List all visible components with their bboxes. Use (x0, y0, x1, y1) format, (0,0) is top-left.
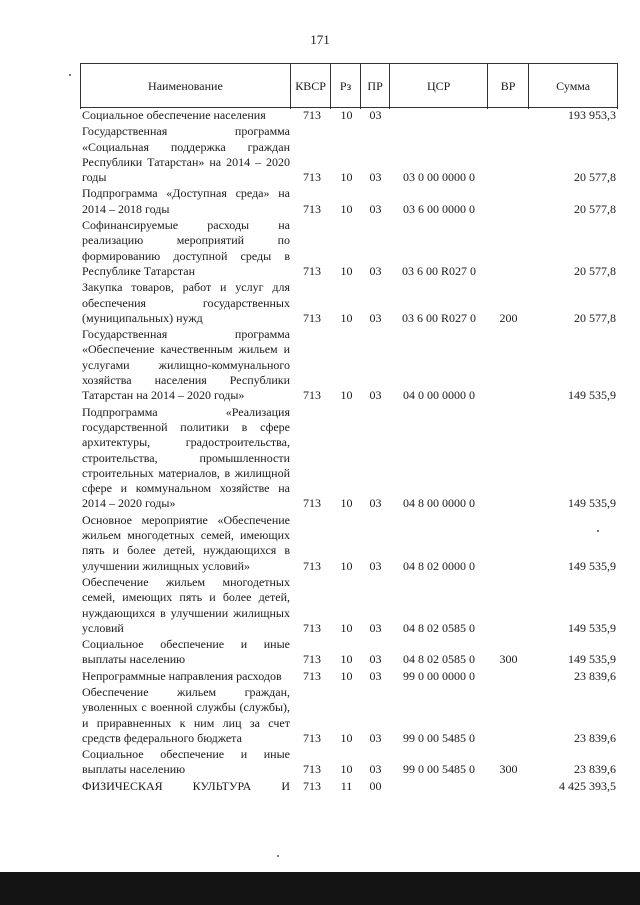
row-kvsr: 713 (303, 730, 321, 745)
table-row (80, 685, 618, 746)
row-csr: 04 8 02 0000 0 (403, 558, 475, 573)
row-pr: 03 (369, 496, 382, 511)
table-row (80, 327, 618, 403)
row-csr: 04 8 02 0585 0 (403, 652, 475, 667)
table-row (80, 280, 618, 326)
row-csr: 04 0 00 0000 0 (403, 388, 475, 403)
row-sum: 23 839,6 (574, 730, 616, 745)
row-vr (488, 405, 529, 512)
row-pr: 03 (369, 388, 382, 403)
row-sum: 149 535,9 (568, 388, 616, 403)
row-rz: 10 (340, 310, 353, 325)
row-vr: 200 (499, 310, 518, 325)
table-row (80, 186, 618, 217)
row-sum: 4 425 393,5 (559, 778, 616, 793)
row-vr (488, 218, 529, 279)
table-row (80, 669, 618, 684)
table-row (80, 513, 618, 574)
header-vr: ВР (487, 64, 528, 109)
row-vr (488, 186, 529, 217)
table-row (80, 218, 618, 279)
row-vr (488, 513, 529, 574)
row-rz: 10 (340, 263, 353, 278)
row-pr: 03 (369, 730, 382, 745)
row-sum: 149 535,9 (568, 496, 616, 511)
row-rz: 10 (340, 558, 353, 573)
row-csr: 99 0 00 0000 0 (403, 668, 475, 683)
row-sum: 149 535,9 (568, 558, 616, 573)
row-kvsr: 713 (303, 201, 321, 216)
row-name: Государственная программа «Социальная поддержка граждан Республики Татарстан» на 2014 – 2020 годы (82, 124, 290, 185)
row-sum: 20 577,8 (574, 201, 616, 216)
row-rz: 10 (340, 652, 353, 667)
row-kvsr: 713 (303, 170, 321, 185)
row-vr: 300 (499, 652, 518, 667)
row-name: ФИЗИЧЕСКАЯ КУЛЬТУРА И (82, 778, 290, 793)
row-vr: 300 (499, 762, 518, 777)
row-name: Социальное обеспечение населения (82, 108, 266, 122)
row-kvsr: 713 (303, 778, 321, 793)
row-rz: 10 (340, 730, 353, 745)
row-kvsr: 713 (303, 263, 321, 278)
row-vr (488, 669, 529, 684)
row-csr: 03 6 00 0000 0 (403, 201, 475, 216)
row-csr (390, 108, 488, 123)
row-sum: 20 577,8 (574, 310, 616, 325)
row-kvsr: 713 (303, 108, 321, 122)
row-sum: 149 535,9 (568, 620, 616, 635)
row-kvsr: 713 (303, 668, 321, 683)
header-kvsr: КВСР (290, 64, 330, 109)
header-rz: Рз (330, 64, 360, 109)
row-pr: 03 (369, 558, 382, 573)
row-vr (488, 327, 529, 403)
row-kvsr: 713 (303, 310, 321, 325)
row-pr: 03 (369, 170, 382, 185)
row-sum: 20 577,8 (574, 170, 616, 185)
row-csr (390, 779, 488, 794)
row-rz: 10 (340, 762, 353, 777)
row-pr: 03 (369, 201, 382, 216)
row-rz: 10 (340, 496, 353, 511)
row-csr: 04 8 02 0585 0 (403, 620, 475, 635)
row-vr (488, 685, 529, 746)
table-row (80, 575, 618, 636)
row-vr (488, 575, 529, 636)
row-name: Государственная программа «Обеспечение качественным жильем и услугами жилищно-коммунального хозяйства населения Республики Татарстан на 2014 – 2020 годы» (82, 327, 290, 403)
row-pr: 03 (369, 652, 382, 667)
table-row (80, 747, 618, 778)
row-pr: 03 (369, 263, 382, 278)
row-name: Закупка товаров, работ и услуг для обеспечения государственных (муниципальных) нужд (82, 280, 290, 325)
row-name: Подпрограмма «Доступная среда» на 2014 – 2018 годы (82, 186, 290, 216)
row-kvsr: 713 (303, 762, 321, 777)
row-csr: 04 8 00 0000 0 (403, 496, 475, 511)
row-kvsr: 713 (303, 388, 321, 403)
scan-border-strip (0, 872, 640, 905)
row-csr: 03 0 00 0000 0 (403, 170, 475, 185)
row-vr (488, 779, 529, 794)
scan-speck (277, 855, 279, 857)
row-pr: 00 (369, 778, 382, 793)
row-kvsr: 713 (303, 558, 321, 573)
row-csr: 03 6 00 R027 0 (401, 310, 476, 325)
scan-speck (69, 74, 71, 76)
row-rz: 10 (340, 388, 353, 403)
row-name: Социальное обеспечение и иные выплаты населению (82, 637, 290, 667)
row-csr: 03 6 00 R027 0 (401, 263, 476, 278)
row-vr (488, 108, 529, 123)
header-name: Наименование (80, 64, 290, 109)
row-rz: 10 (340, 668, 353, 683)
row-kvsr: 713 (303, 620, 321, 635)
page-number: 171 (310, 32, 330, 47)
row-name: Основное мероприятие «Обеспечение жильем многодетных семей, имеющих пять и более детей, нуждающихся в улучшении жилищных условий» (82, 512, 290, 573)
row-csr: 99 0 00 5485 0 (403, 762, 475, 777)
row-name: Обеспечение жильем многодетных семей, имеющих пять и более детей, нуждающихся в улучшении жилищных условий (82, 574, 290, 635)
row-name: Подпрограмма «Реализация государственной политики в сфере архитектуры, градостроительства, строительства, промышленности строительных материалов, в жилищной сфере и коммунальном хозяйстве на 2014 – 2020 годы» (82, 404, 290, 511)
table-row (80, 108, 618, 123)
row-pr: 03 (369, 620, 382, 635)
row-name: Софинансируемые расходы на реализацию мероприятий по формированию доступной среды в Республике Татарстан (82, 218, 290, 278)
row-kvsr: 713 (303, 652, 321, 667)
row-pr: 03 (369, 310, 382, 325)
row-name: Непрограммные направления расходов (82, 668, 282, 683)
budget-table-body (80, 108, 618, 795)
table-row (80, 405, 618, 512)
row-csr: 99 0 00 5485 0 (403, 730, 475, 745)
row-pr: 03 (369, 762, 382, 777)
row-kvsr: 713 (303, 496, 321, 511)
row-vr (488, 124, 529, 185)
row-rz: 10 (340, 108, 353, 122)
row-sum: 149 535,9 (568, 652, 616, 667)
row-sum: 193 953,3 (568, 108, 616, 122)
table-row (80, 779, 618, 794)
row-rz: 11 (340, 778, 353, 793)
row-name: Социальное обеспечение и иные выплаты населению (82, 747, 290, 777)
row-sum: 20 577,8 (574, 263, 616, 278)
table-row (80, 637, 618, 668)
header-sum: Сумма (528, 64, 618, 109)
row-rz: 10 (340, 201, 353, 216)
scan-speck (597, 530, 599, 532)
table-row (80, 124, 618, 185)
row-rz: 10 (340, 620, 353, 635)
row-sum: 23 839,6 (574, 668, 616, 683)
row-pr: 03 (369, 668, 382, 683)
row-sum: 23 839,6 (574, 762, 616, 777)
header-csr: ЦСР (389, 64, 487, 109)
row-pr: 03 (369, 108, 382, 122)
row-name: Обеспечение жильем граждан, уволенных с военной службы (службы), и приравненных к ним лиц за счет средств федерального бюджета (82, 684, 290, 745)
header-pr: ПР (360, 64, 390, 109)
table-header (80, 63, 618, 109)
row-rz: 10 (340, 170, 353, 185)
